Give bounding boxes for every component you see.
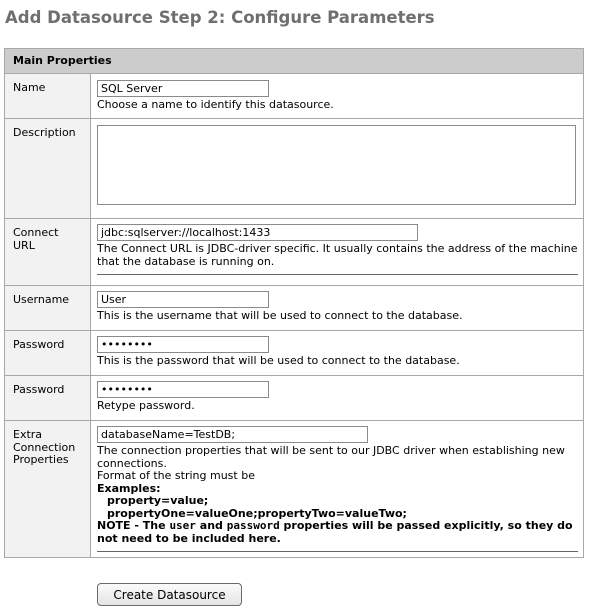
username-label: Username <box>5 286 91 330</box>
create-datasource-button[interactable]: Create Datasource <box>97 583 242 606</box>
page-title: Add Datasource Step 2: Configure Parameters <box>5 8 435 27</box>
password-cell <box>91 331 583 375</box>
example-2: propertyOne=valueOne;propertyTwo=valueTwo; <box>107 506 407 520</box>
examples-heading: Examples: <box>97 481 161 495</box>
password-retype-row <box>5 376 583 421</box>
connect-url-row <box>5 219 583 286</box>
extra-properties-label <box>5 421 91 557</box>
example-1: property=value; <box>107 494 209 507</box>
section-header: Main Properties <box>5 49 583 74</box>
main-properties-table <box>4 48 584 558</box>
extra-properties-label-line1: Extra <box>13 428 43 441</box>
name-cell <box>91 74 583 118</box>
note-and: and <box>195 519 227 532</box>
name-row <box>5 74 583 119</box>
connect-url-help: The Connect URL is JDBC-driver specific. It usually contains the address of the machine that the database is running on. <box>97 242 578 268</box>
note-code-password: password <box>226 519 280 532</box>
connect-url-cell <box>91 219 583 285</box>
extra-properties-note <box>97 520 578 545</box>
extra-properties-label-line3: Properties <box>13 453 69 466</box>
extra-properties-cell <box>91 421 583 557</box>
connect-url-label-line1: Connect <box>13 226 59 239</box>
password-retype-cell <box>91 376 583 420</box>
password-retype-label: Password <box>5 376 91 420</box>
extra-properties-help-line2: Format of the string must be <box>97 469 255 482</box>
extra-properties-row <box>5 421 583 557</box>
connect-url-label <box>5 219 91 285</box>
username-row <box>5 286 583 331</box>
note-code-user: user <box>169 519 196 532</box>
description-cell <box>91 119 583 218</box>
password-label: Password <box>5 331 91 375</box>
connect-url-input[interactable] <box>97 224 418 241</box>
extra-properties-help-line1: The connection properties that will be sent to our JDBC driver when establishing new connections. <box>97 444 565 470</box>
extra-properties-input[interactable] <box>97 426 368 443</box>
password-row <box>5 331 583 376</box>
description-label: Description <box>5 119 91 218</box>
extra-properties-label-line2: Connection <box>13 440 76 454</box>
name-input[interactable] <box>97 80 269 97</box>
password-help: This is the password that will be used to connect to the database. <box>97 354 460 367</box>
username-help: This is the username that will be used to connect to the database. <box>97 309 463 322</box>
password-input[interactable] <box>97 336 269 353</box>
note-prefix: NOTE - The <box>97 519 170 532</box>
username-cell <box>91 286 583 330</box>
note-suffix: properties will be passed explicitly, so they do not need to be included here. <box>97 519 573 545</box>
extra-properties-divider <box>97 551 578 552</box>
name-label: Name <box>5 74 91 118</box>
connect-url-label-line2: URL <box>13 238 35 252</box>
name-help: Choose a name to identify this datasource. <box>97 98 334 111</box>
password-retype-help: Retype password. <box>97 399 195 412</box>
description-row <box>5 119 583 219</box>
password-retype-input[interactable] <box>97 381 269 398</box>
description-textarea[interactable] <box>97 125 576 205</box>
username-input[interactable] <box>97 291 269 308</box>
extra-properties-help <box>97 445 578 545</box>
connect-url-divider <box>97 274 578 275</box>
